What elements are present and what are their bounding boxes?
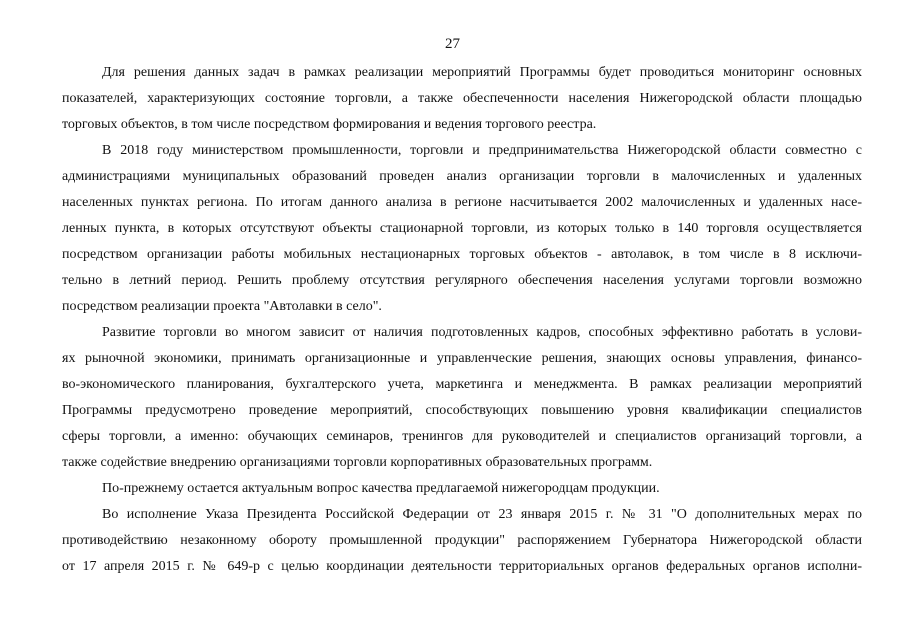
paragraph-2	[62, 138, 862, 320]
text-line: тельно в летний период. Решить проблему отсутствия регулярного обеспечения населения услугами торговли возможно	[62, 273, 862, 288]
text-line: Развитие торговли во многом зависит от наличия подготовленных кадров, способных эффективно работать в услови-	[102, 325, 862, 340]
text-line: ленных пункта, в которых отсутствуют объекты стационарной торговли, из которых только в 140 торговля осуществляется	[62, 221, 862, 236]
text-line: администрациями муниципальных образований проведен анализ организации торговли в малочисленных и удаленных	[62, 169, 862, 184]
text-line: во-экономического планирования, бухгалтерского учета, маркетинга и менеджмента. В рамках реализации мероприятий	[62, 377, 862, 392]
text-line: сферы торговли, а именно: обучающих семинаров, тренингов для руководителей и специалистов организаций торговли, а	[62, 429, 862, 444]
text-line: населенных пунктах региона. По итогам данного анализа в регионе насчитывается 2002 малочисленных и удаленных насе-	[62, 195, 862, 210]
text-line: ях рыночной экономики, принимать организационные и управленческие решения, знающих основы управления, финансо-	[62, 351, 862, 366]
text-line: от 17 апреля 2015 г. № 649-р с целью координации деятельности территориальных органов федеральных органов исполни-	[62, 559, 862, 574]
text-line: посредством реализации проекта "Автолавки в село".	[62, 299, 382, 314]
paragraph-3	[62, 320, 862, 476]
text-line: показателей, характеризующих состояние торговли, а также обеспеченности населения Нижегородской области площадью	[62, 91, 862, 106]
text-line: противодействию незаконному обороту промышленной продукции" распоряжением Губернатора Нижегородской области	[62, 533, 862, 548]
page-number: 27	[445, 36, 460, 52]
text-line: Для решения данных задач в рамках реализации мероприятий Программы будет проводиться мониторинг основных	[102, 65, 862, 80]
text-line: торговых объектов, в том числе посредством формирования и ведения торгового реестра.	[62, 117, 597, 132]
text-line: также содействие внедрению организациями торговли корпоративных образовательных программ.	[62, 455, 653, 470]
paragraph-5	[62, 502, 862, 580]
paragraph-4	[62, 476, 862, 502]
text-line: Во исполнение Указа Президента Российской Федерации от 23 января 2015 г. № 31 "О дополнительных мерах по	[102, 507, 862, 522]
text-line: В 2018 году министерством промышленности, торговли и предпринимательства Нижегородской области совместно с	[102, 143, 862, 158]
paragraph-1	[62, 60, 862, 138]
text-line: По-прежнему остается актуальным вопрос качества предлагаемой нижегородцам продукции.	[102, 481, 660, 496]
text-line: Программы предусмотрено проведение мероприятий, способствующих повышению уровня квалификации специалистов	[62, 403, 862, 418]
text-line: посредством организации работы мобильных нестационарных торговых объектов - автолавок, в том числе в 8 исключи-	[62, 247, 862, 262]
document-body	[62, 60, 862, 580]
